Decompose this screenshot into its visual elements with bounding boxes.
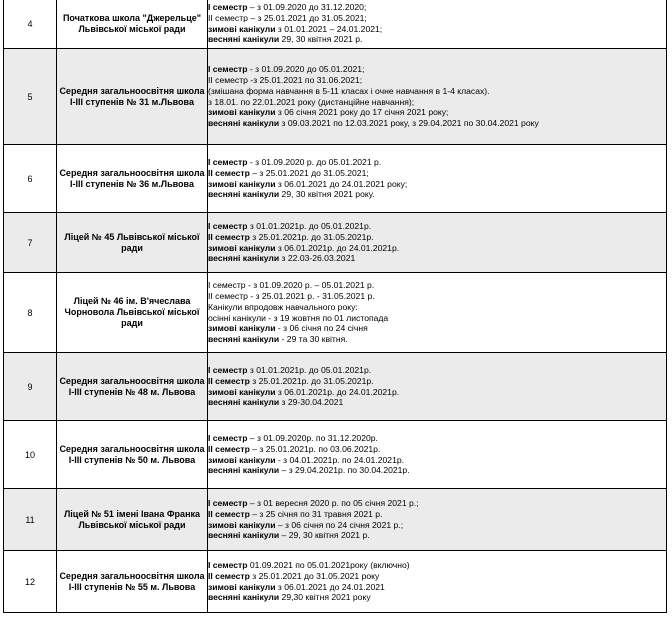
- schedule-line: [208, 86, 666, 97]
- period-dates: з 06.01.2021р. до 24.01.2021р.: [275, 242, 400, 253]
- school-name: Ліцей № 51 імені Івана Франка Львівської міської ради: [57, 489, 208, 551]
- period-dates: 29, 30 квітня 2021 року.: [279, 189, 375, 200]
- period-dates: з 06.01.2021 до 24.01.2021: [275, 581, 385, 592]
- schedule-line: [208, 221, 666, 232]
- schedule-line: [208, 243, 666, 254]
- row-number: 7: [4, 213, 57, 273]
- schedule-line: [208, 592, 666, 603]
- period-dates: 01.09.2021 по 05.01.2021року (включно): [247, 559, 410, 570]
- period-dates: – 29, 30 квітня 2021 р.: [279, 530, 370, 541]
- period-label: І семестр: [208, 497, 248, 508]
- period-label: ІІ семестр: [208, 375, 250, 386]
- schedule-details: [208, 145, 667, 213]
- schedule-line: [208, 498, 666, 509]
- school-name: Ліцей № 45 Львівської міської ради: [57, 213, 208, 273]
- period-label: весняні канікули: [208, 334, 280, 345]
- period-label: весняні канікули: [208, 592, 280, 603]
- period-dates: (змішана форма навчання в 5-11 класах і очне навчання в 1-4 класах).: [208, 85, 490, 96]
- period-dates: з 01.01.2021р. до 05.01.2021р.: [247, 220, 372, 231]
- period-label: зимові канікули: [208, 386, 276, 397]
- schedule-line: [208, 179, 666, 190]
- schedule-line: [208, 520, 666, 531]
- schedule-line: [208, 253, 666, 264]
- table-row: [4, 145, 667, 213]
- schedule-line: [208, 365, 666, 376]
- schedule-details: [208, 353, 667, 421]
- period-dates: з 25.01.2021р. до 31.05.2021р.: [249, 375, 374, 386]
- period-label: І семестр: [208, 64, 248, 75]
- period-label: І семестр: [208, 1, 248, 12]
- period-label: зимові канікули: [208, 323, 276, 334]
- period-dates: з 25.01.2021 до 31.05.2021 року: [249, 570, 380, 581]
- schedule-line: [208, 530, 666, 541]
- schedule-table: [3, 0, 667, 613]
- period-label: зимові канікули: [208, 23, 276, 34]
- period-dates: - з 01.09.2020 до 05.01.2021;: [247, 64, 365, 75]
- period-label: зимові канікули: [208, 454, 276, 465]
- schedule-line: [208, 455, 666, 466]
- period-dates: ІІ семестр -з 25.01.2021 по 31.06.2021;: [208, 74, 363, 85]
- schedule-line: [208, 582, 666, 593]
- schedule-line: [208, 397, 666, 408]
- period-label: ІІ семестр: [208, 508, 250, 519]
- schedule-line: [208, 118, 666, 129]
- schedule-line: [208, 189, 666, 200]
- period-label: І семестр: [208, 432, 248, 443]
- table-row: [4, 0, 667, 49]
- schedule-line: [208, 302, 666, 313]
- period-label: весняні канікули: [208, 397, 280, 408]
- period-label: ІІ семестр: [208, 570, 250, 581]
- period-dates: – з 29.04.2021р. по 30.04.2021р.: [279, 465, 410, 476]
- period-dates: з 06.01.2021 до 24.01.2021 року;: [275, 178, 408, 189]
- period-dates: з 01.01.2021 – 24.01.2021;: [275, 23, 383, 34]
- school-name: Середня загальноосвітня школа І-ІІІ ступенів № 50 м. Львова: [57, 421, 208, 489]
- period-dates: - з 01.09.2020 р. до 05.01.2021 р.: [247, 156, 382, 167]
- schedule-details: [208, 0, 667, 49]
- period-dates: – з 25.01.2021р. по 03.06.2021р.: [249, 443, 381, 454]
- period-dates: – з 01.09.2020р. по 31.12.2020р.: [247, 432, 378, 443]
- schedule-line: [208, 571, 666, 582]
- period-dates: – з 25.01.2021 до 31.05.2021;: [249, 167, 369, 178]
- schedule-line: [208, 34, 666, 45]
- school-name: Середня загальноосвітня школа І-ІІІ ступенів № 48 м. Львова: [57, 353, 208, 421]
- period-dates: з 06.01.2021р. до 24.01.2021р.: [275, 386, 400, 397]
- schedule-line: [208, 157, 666, 168]
- period-label: ІІ семестр: [208, 167, 250, 178]
- period-dates: Канікули впродовж навчального року:: [208, 301, 358, 312]
- period-dates: осінні канікули - з 19 жовтня по 01 листопада: [208, 312, 389, 323]
- row-number: 11: [4, 489, 57, 551]
- schedule-line: [208, 334, 666, 345]
- table-row: [4, 489, 667, 551]
- schedule-line: [208, 313, 666, 324]
- period-dates: ІІ семестр - з 25.01.2021 р. - 31.05.2021 р.: [208, 290, 375, 301]
- period-dates: 29,30 квітня 2021 року: [279, 592, 371, 603]
- period-label: зимові канікули: [208, 519, 276, 530]
- period-label: І семестр: [208, 156, 248, 167]
- period-dates: з 25.01.2021р. до 31.05.2021р.: [249, 231, 374, 242]
- period-label: весняні канікули: [208, 253, 280, 264]
- schedule-details: [208, 49, 667, 145]
- period-dates: – з 01 вересня 2020 р. по 05 січня 2021 р.;: [247, 497, 419, 508]
- schedule-line: [208, 465, 666, 476]
- period-label: весняні канікули: [208, 34, 280, 45]
- schedule-line: [208, 2, 666, 13]
- schedule-line: [208, 24, 666, 35]
- period-dates: з 29-30.04.2021: [279, 397, 344, 408]
- school-name: Середня загальноосвітня школа І-ІІІ ступенів № 36 м.Львова: [57, 145, 208, 213]
- schedule-line: [208, 232, 666, 243]
- row-number: 10: [4, 421, 57, 489]
- school-name: Початкова школа "Джерельце" Львівської міської ради: [57, 0, 208, 49]
- period-dates: – з 25 січня по 31 травня 2021 р.: [249, 508, 383, 519]
- period-dates: – з 06 січня по 24 січня 2021 р.;: [275, 519, 404, 530]
- period-dates: з 01.01.2021р. до 05.01.2021р.: [247, 364, 372, 375]
- schedule-line: [208, 107, 666, 118]
- schedule-line: [208, 509, 666, 520]
- period-dates: з 22.03-26.03.2021: [279, 253, 356, 264]
- row-number: 8: [4, 273, 57, 353]
- period-dates: – з 01.09.2020 до 31.12.2020;: [247, 1, 367, 12]
- school-name: Середня загальноосвітня школа І-ІІІ ступенів № 31 м.Львова: [57, 49, 208, 145]
- period-dates: з 09.03.2021 по 12.03.2021 року, з 29.04.2021 по 30.04.2021 року: [279, 118, 539, 129]
- schedule-table-body: [4, 0, 667, 613]
- schedule-line: [208, 75, 666, 86]
- schedule-line: [208, 291, 666, 302]
- period-label: весняні канікули: [208, 530, 280, 541]
- row-number: 9: [4, 353, 57, 421]
- school-name: Ліцей № 46 ім. В'ячеслава Чорновола Львівської міської ради: [57, 273, 208, 353]
- period-label: І семестр: [208, 220, 248, 231]
- table-row: [4, 49, 667, 145]
- table-row: [4, 273, 667, 353]
- school-name: Середня загальноосвітня школа І-ІІІ ступенів № 55 м. Львова: [57, 551, 208, 613]
- schedule-line: [208, 97, 666, 108]
- period-dates: з 18.01. по 22.01.2021 року (дистанційне навчання);: [208, 96, 415, 107]
- schedule-line: [208, 323, 666, 334]
- schedule-line: [208, 280, 666, 291]
- schedule-line: [208, 376, 666, 387]
- period-label: ІІ семестр: [208, 443, 250, 454]
- period-label: весняні канікули: [208, 189, 280, 200]
- row-number: 6: [4, 145, 57, 213]
- schedule-details: [208, 421, 667, 489]
- schedule-line: [208, 13, 666, 24]
- period-dates: І семестр - з 01.09.2020 р. – 05.01.2021 р.: [208, 280, 375, 291]
- period-dates: - з 06 січня по 24 січня: [275, 323, 368, 334]
- schedule-line: [208, 387, 666, 398]
- schedule-details: [208, 489, 667, 551]
- schedule-line: [208, 560, 666, 571]
- schedule-details: [208, 551, 667, 613]
- period-label: І семестр: [208, 364, 248, 375]
- table-row: [4, 213, 667, 273]
- period-label: зимові канікули: [208, 107, 276, 118]
- period-label: зимові канікули: [208, 581, 276, 592]
- schedule-details: [208, 213, 667, 273]
- period-dates: 29, 30 квітня 2021 р.: [279, 34, 363, 45]
- row-number: 4: [4, 0, 57, 49]
- period-dates: з 06 січня 2021 року до 17 січня 2021 року;: [275, 107, 449, 118]
- schedule-line: [208, 168, 666, 179]
- period-label: зимові канікули: [208, 178, 276, 189]
- row-number: 12: [4, 551, 57, 613]
- period-dates: ІІ семестр – з 25.01.2021 до 31.05.2021;: [208, 12, 367, 23]
- schedule-line: [208, 433, 666, 444]
- schedule-line: [208, 64, 666, 75]
- period-label: ІІ семестр: [208, 231, 250, 242]
- schedule-details: [208, 273, 667, 353]
- period-dates: - з 04.01.2021р. по 24.01.2021р.: [275, 454, 405, 465]
- period-dates: - 29 та 30 квітня.: [279, 334, 348, 345]
- period-label: весняні канікули: [208, 118, 280, 129]
- table-row: [4, 421, 667, 489]
- period-label: весняні канікули: [208, 465, 280, 476]
- period-label: зимові канікули: [208, 242, 276, 253]
- table-row: [4, 353, 667, 421]
- schedule-line: [208, 444, 666, 455]
- period-label: І семестр: [208, 559, 248, 570]
- table-row: [4, 551, 667, 613]
- row-number: 5: [4, 49, 57, 145]
